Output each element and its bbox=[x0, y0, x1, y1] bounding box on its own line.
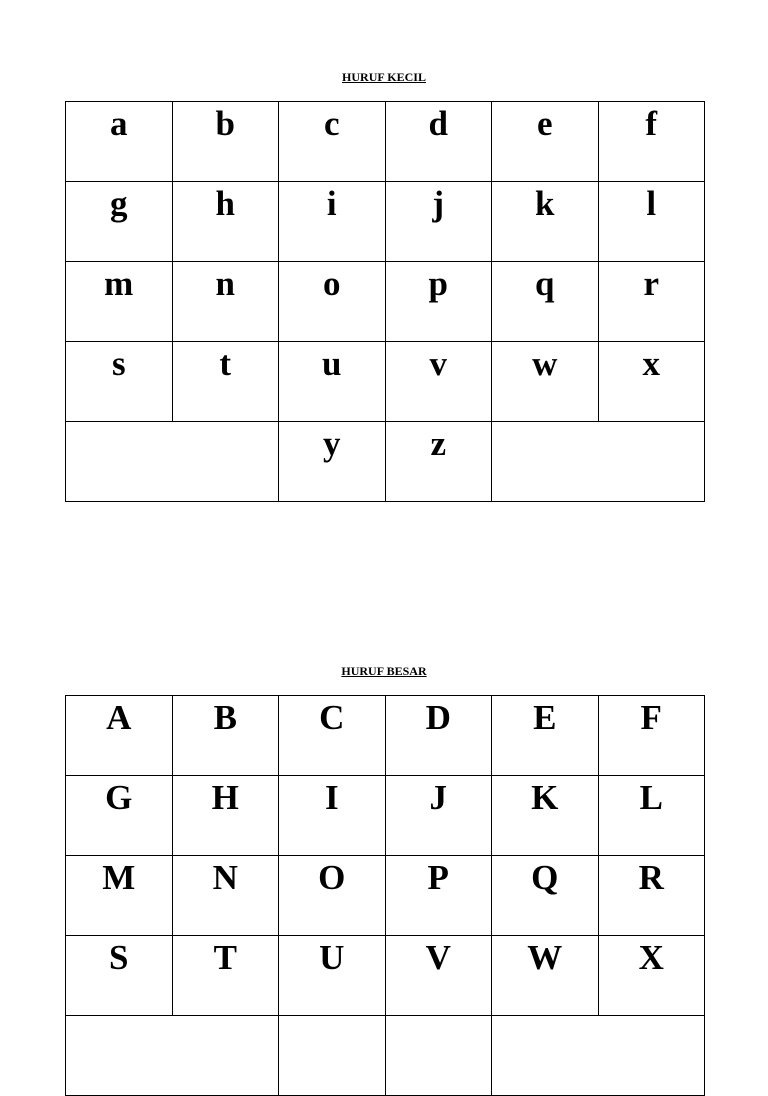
letter-cell bbox=[385, 696, 492, 776]
letter-cell bbox=[279, 102, 386, 182]
letter-cell bbox=[492, 936, 599, 1016]
letter: z bbox=[430, 424, 447, 463]
letter-cell bbox=[598, 696, 705, 776]
table-row bbox=[66, 1016, 705, 1096]
letter: t bbox=[219, 344, 232, 383]
letter: N bbox=[212, 858, 238, 897]
letter: j bbox=[432, 184, 445, 223]
section-title-huruf-besar: HURUF BESAR bbox=[341, 664, 427, 678]
letter: l bbox=[646, 184, 657, 223]
letter: B bbox=[213, 698, 237, 737]
letter: c bbox=[323, 104, 340, 143]
letter-cell bbox=[279, 696, 386, 776]
letter: g bbox=[110, 184, 128, 223]
letter: E bbox=[533, 698, 557, 737]
letter: H bbox=[211, 778, 239, 817]
letter-cell bbox=[385, 182, 492, 262]
table-row bbox=[66, 936, 705, 1016]
letter-cell bbox=[598, 102, 705, 182]
letter-cell bbox=[66, 696, 173, 776]
letter-cell bbox=[492, 696, 599, 776]
letter: L bbox=[639, 778, 663, 817]
letter: Q bbox=[531, 858, 559, 897]
letter-cell bbox=[66, 342, 173, 422]
table-row bbox=[66, 696, 705, 776]
letter: o bbox=[323, 264, 341, 303]
letter-cell bbox=[492, 856, 599, 936]
section-title-huruf-kecil: HURUF KECIL bbox=[342, 70, 426, 84]
empty-cell bbox=[385, 1016, 492, 1096]
letter-cell bbox=[172, 102, 279, 182]
letter-cell bbox=[385, 102, 492, 182]
table-row bbox=[66, 342, 705, 422]
letter: k bbox=[535, 184, 555, 223]
lowercase-letter-table bbox=[65, 101, 705, 502]
letter-cell bbox=[172, 696, 279, 776]
letter-cell bbox=[385, 776, 492, 856]
empty-cell bbox=[492, 1016, 705, 1096]
letter: V bbox=[425, 938, 451, 977]
letter: M bbox=[102, 858, 136, 897]
table-row bbox=[66, 102, 705, 182]
letter: O bbox=[318, 858, 346, 897]
letter: v bbox=[429, 344, 447, 383]
letter: e bbox=[536, 104, 553, 143]
letter: m bbox=[104, 264, 134, 303]
letter-cell bbox=[492, 776, 599, 856]
empty-cell bbox=[279, 1016, 386, 1096]
empty-cell bbox=[66, 422, 279, 502]
letter-cell bbox=[385, 936, 492, 1016]
letter-cell bbox=[279, 182, 386, 262]
letter: p bbox=[428, 264, 448, 303]
letter-cell bbox=[385, 856, 492, 936]
letter: G bbox=[105, 778, 133, 817]
letter: J bbox=[429, 778, 447, 817]
uppercase-letter-table bbox=[65, 695, 705, 1096]
letter: S bbox=[109, 938, 129, 977]
empty-cell bbox=[492, 422, 705, 502]
letter: x bbox=[642, 344, 660, 383]
letter-cell bbox=[598, 182, 705, 262]
letter: n bbox=[215, 264, 235, 303]
letter: W bbox=[527, 938, 563, 977]
letter: X bbox=[638, 938, 664, 977]
letter-cell bbox=[385, 262, 492, 342]
letter-cell bbox=[66, 262, 173, 342]
table-row bbox=[66, 422, 705, 502]
letter: D bbox=[425, 698, 451, 737]
letter-cell bbox=[172, 936, 279, 1016]
letter-cell bbox=[279, 856, 386, 936]
letter-cell bbox=[385, 422, 492, 502]
letter-cell bbox=[279, 422, 386, 502]
table-row bbox=[66, 182, 705, 262]
letter-cell bbox=[66, 102, 173, 182]
letter: b bbox=[215, 104, 235, 143]
letter: r bbox=[643, 264, 660, 303]
letter-cell bbox=[598, 936, 705, 1016]
table-row bbox=[66, 776, 705, 856]
letter-cell bbox=[492, 102, 599, 182]
letter-cell bbox=[66, 936, 173, 1016]
letter-cell bbox=[279, 936, 386, 1016]
letter: q bbox=[535, 264, 555, 303]
letter-cell bbox=[279, 776, 386, 856]
letter: f bbox=[645, 104, 658, 143]
letter-cell bbox=[492, 182, 599, 262]
letter: A bbox=[106, 698, 132, 737]
letter-cell bbox=[492, 342, 599, 422]
letter-cell bbox=[172, 342, 279, 422]
letter: h bbox=[215, 184, 235, 223]
letter: U bbox=[319, 938, 345, 977]
letter: P bbox=[427, 858, 449, 897]
letter-cell bbox=[66, 856, 173, 936]
letter-cell bbox=[385, 342, 492, 422]
letter-cell bbox=[66, 776, 173, 856]
letter: R bbox=[638, 858, 664, 897]
letter-cell bbox=[172, 182, 279, 262]
letter-cell bbox=[598, 856, 705, 936]
letter: I bbox=[324, 778, 339, 817]
letter-cell bbox=[598, 262, 705, 342]
letter: i bbox=[326, 184, 337, 223]
letter-cell bbox=[279, 262, 386, 342]
letter-cell bbox=[598, 342, 705, 422]
letter: d bbox=[428, 104, 448, 143]
table-row bbox=[66, 262, 705, 342]
letter-cell bbox=[172, 856, 279, 936]
letter-cell bbox=[492, 262, 599, 342]
letter: y bbox=[323, 424, 341, 463]
letter: s bbox=[111, 344, 126, 383]
letter-cell bbox=[279, 342, 386, 422]
letter: a bbox=[110, 104, 128, 143]
letter-cell bbox=[172, 262, 279, 342]
letter-cell bbox=[66, 182, 173, 262]
letter: u bbox=[322, 344, 342, 383]
letter: C bbox=[319, 698, 345, 737]
empty-cell bbox=[66, 1016, 279, 1096]
letter-cell bbox=[172, 776, 279, 856]
letter: K bbox=[531, 778, 559, 817]
table-row bbox=[66, 856, 705, 936]
letter: F bbox=[640, 698, 662, 737]
letter: T bbox=[213, 938, 237, 977]
letter: w bbox=[532, 344, 558, 383]
letter-cell bbox=[598, 776, 705, 856]
